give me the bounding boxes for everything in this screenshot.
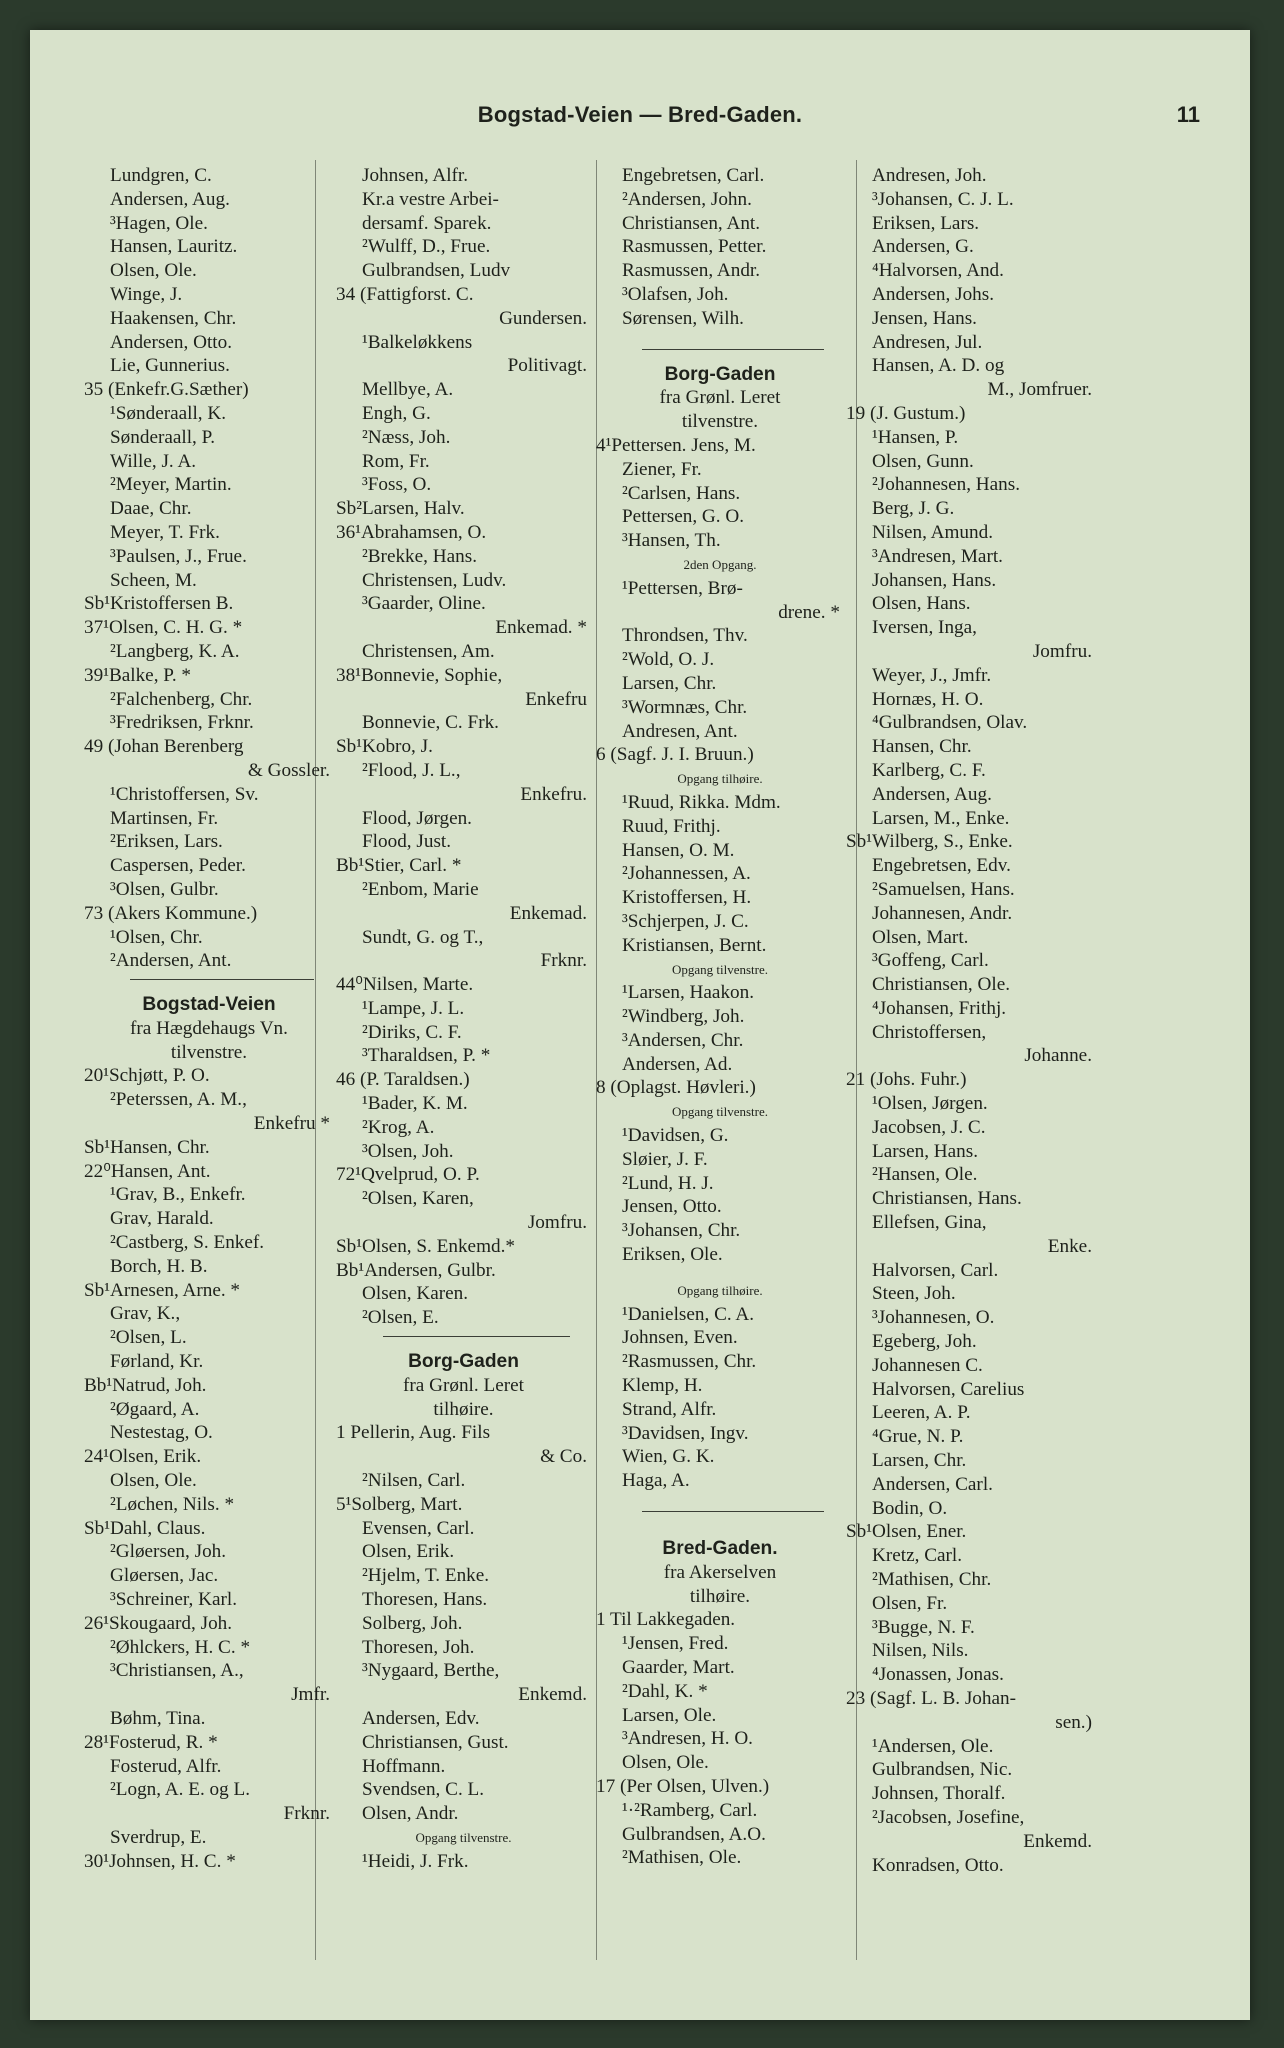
entry-line: ¹·²Ramberg, Carl. xyxy=(622,1799,758,1821)
address-line: 1 Pellerin, Aug. Fils xyxy=(336,1422,491,1444)
entry-line: Andersen, Ad. xyxy=(622,1053,733,1075)
entry-line: Andersen, Carl. xyxy=(872,1473,993,1495)
entrance-note: Opgang tilhøire. xyxy=(677,1282,763,1298)
street-subheading: fra Akerselven xyxy=(663,1561,777,1583)
entry-line: Thoresen, Hans. xyxy=(362,1589,488,1611)
address-line: 21 (Johs. Fuhr.) xyxy=(846,1069,967,1091)
entry-line: Johannesen C. xyxy=(872,1354,983,1376)
entry-line: Sørensen, Wilh. xyxy=(622,307,744,329)
entry-line: ²Langberg, K. A. xyxy=(110,640,240,662)
address-line: 5¹Solberg, Mart. xyxy=(336,1493,463,1515)
entry-line: Lie, Gunnerius. xyxy=(110,355,230,377)
column-1 xyxy=(84,164,334,1874)
spacer xyxy=(596,1267,844,1279)
street-heading: Bogstad-Veien xyxy=(142,994,276,1016)
address-line: 1 Til Lakkegaden. xyxy=(596,1609,736,1631)
entry-line: ¹Christoffersen, Sv. xyxy=(110,783,259,805)
entry-line: Strand, Alfr. xyxy=(622,1398,717,1420)
entry-line: Jacobsen, J. C. xyxy=(872,1116,986,1138)
entry-line: Egeberg, Joh. xyxy=(872,1331,977,1353)
entry-line: Christensen, Am. xyxy=(362,640,495,662)
entry-line: ²Eriksen, Lars. xyxy=(110,831,223,853)
entry-line: Eriksen, Lars. xyxy=(872,212,980,234)
entry-line: Weyer, J., Jmfr. xyxy=(872,664,992,686)
street-subheading: tilvenstre. xyxy=(170,1041,248,1063)
entry-line: ²Wulff, D., Frue. xyxy=(362,236,491,258)
entry-line: ¹Davidsen, G. xyxy=(622,1125,729,1147)
entry-line: Christiansen, Ant. xyxy=(622,212,761,234)
entry-line: ²Dahl, K. * xyxy=(622,1680,708,1702)
entry-line: Borch, H. B. xyxy=(110,1255,208,1277)
entrance-note: Opgang tilvenstre. xyxy=(671,961,769,977)
entry-line: Olsen, Fr. xyxy=(872,1592,948,1614)
address-line: 38¹Bonnevie, Sophie, xyxy=(336,664,503,686)
entry-line: ²Brekke, Hans. xyxy=(362,545,477,567)
entry-line: Karlberg, C. F. xyxy=(872,759,986,781)
page-header xyxy=(30,102,1250,142)
entry-line: ²Mathisen, Ole. xyxy=(622,1847,742,1869)
entry-line: Larsen, Ole. xyxy=(622,1704,717,1726)
entry-line: ²Samuelsen, Hans. xyxy=(872,878,1015,900)
page-title: Bogstad-Veien — Bred-Gaden. xyxy=(477,102,803,127)
entry-line: Hoffmann. xyxy=(362,1755,446,1777)
entry-line: Gaarder, Mart. xyxy=(622,1657,735,1679)
entry-line: ⁴Gulbrandsen, Olav. xyxy=(872,712,1028,734)
entry-line: ²Lund, H. J. xyxy=(622,1172,714,1194)
entry-line: ¹Grav, B., Enkefr. xyxy=(110,1184,246,1206)
continuation-line: Politivagt. xyxy=(507,355,587,377)
entry-line: Martinsen, Fr. xyxy=(110,807,219,829)
address-line: 19 (J. Gustum.) xyxy=(846,402,966,424)
address-line: Sb¹Arnesen, Arne. * xyxy=(84,1279,241,1301)
entry-line: Johnsen, Thoralf. xyxy=(872,1783,1006,1805)
entry-line: Andersen, Otto. xyxy=(110,331,233,353)
entry-line: Nilsen, Amund. xyxy=(872,521,993,543)
entry-line: ²Øhlckers, H. C. * xyxy=(110,1636,251,1658)
entry-line: Larsen, Hans. xyxy=(872,1140,979,1162)
entry-line: Flood, Just. xyxy=(362,831,452,853)
entry-line: Caspersen, Peder. xyxy=(110,855,246,877)
entry-line: Nestestag, O. xyxy=(110,1422,213,1444)
section-rule xyxy=(596,349,844,363)
entry-line: Berg, J. G. xyxy=(872,498,955,520)
entry-line: ²Rasmussen, Chr. xyxy=(622,1351,757,1373)
address-line: 49 (Johan Berenberg xyxy=(84,736,244,758)
street-subheading: fra Grønl. Leret xyxy=(659,387,781,409)
address-line: 30¹Johnsen, H. C. * xyxy=(84,1850,236,1872)
entry-line: ²Jacobsen, Josefine, xyxy=(872,1806,1025,1828)
entry-line: ³Hagen, Ole. xyxy=(110,212,208,234)
entry-line: Andresen, Joh. xyxy=(872,165,987,186)
address-line: 39¹Balke, P. * xyxy=(84,664,192,686)
entry-line: ³Olsen, Joh. xyxy=(362,1140,454,1162)
entry-line: Christoffersen, xyxy=(872,1021,987,1043)
entry-line: ³Olsen, Gulbr. xyxy=(110,878,219,900)
entry-line: Sønderaall, P. xyxy=(110,426,215,448)
continuation-line: Enkefru. xyxy=(520,783,587,805)
entry-line: dersamf. Sparek. xyxy=(362,212,492,234)
entry-line: Daae, Chr. xyxy=(110,498,192,520)
entry-line: Klemp, H. xyxy=(622,1375,703,1397)
address-line: 24¹Olsen, Erik. xyxy=(84,1446,202,1468)
entry-line: Christensen, Ludv. xyxy=(362,569,507,591)
entry-line: ⁴Jonassen, Jonas. xyxy=(872,1664,1004,1686)
entry-line: ¹Balkeløkkens xyxy=(362,331,473,353)
entry-line: Rasmussen, Andr. xyxy=(622,260,761,282)
entry-line: ²Hjelm, T. Enke. xyxy=(362,1565,490,1587)
entry-line: ³Goffeng, Carl. xyxy=(872,950,989,972)
entry-line: Gløersen, Jac. xyxy=(110,1565,219,1587)
continuation-line: Enkemad. xyxy=(509,902,587,924)
entry-line: Bonnevie, C. Frk. xyxy=(362,712,499,734)
entry-line: Konradsen, Otto. xyxy=(872,1854,1004,1876)
continuation-line: Enkefru * xyxy=(253,1113,330,1135)
entry-line: ¹Bader, K. M. xyxy=(362,1093,468,1115)
directory-page xyxy=(30,30,1250,2020)
continuation-line: Enkemd. xyxy=(1023,1830,1092,1852)
entry-line: Olsen, Ole. xyxy=(110,1470,197,1492)
entry-line: Kristoffersen, H. xyxy=(622,887,752,909)
address-line: Sb¹Olsen, S. Enkemd.* xyxy=(336,1235,515,1257)
entry-line: ³Paulsen, J., Frue. xyxy=(110,545,247,567)
address-line: 28¹Fosterud, R. * xyxy=(84,1731,218,1753)
entry-line: Evensen, Carl. xyxy=(362,1517,475,1539)
street-heading: Borg-Gaden xyxy=(408,1351,519,1373)
entry-line: ³Andresen, H. O. xyxy=(622,1728,753,1750)
entry-line: ³Schreiner, Karl. xyxy=(110,1589,237,1611)
address-line: 37¹Olsen, C. H. G. * xyxy=(84,617,243,639)
address-line: 4¹Pettersen. Jens, M. xyxy=(596,434,756,456)
entry-line: ⁴Halvorsen, And. xyxy=(872,260,1004,282)
entry-line: Christiansen, Hans. xyxy=(872,1188,1022,1210)
continuation-line: Enkemd. xyxy=(518,1684,587,1706)
entry-line: Leeren, A. P. xyxy=(872,1402,971,1424)
entry-line: ²Flood, J. L., xyxy=(362,759,461,781)
entry-line: Fosterud, Alfr. xyxy=(110,1755,222,1777)
entry-line: Haakensen, Chr. xyxy=(110,307,237,329)
entry-line: ³Davidsen, Ingv. xyxy=(622,1422,749,1444)
entry-line: ³Johansen, C. J. L. xyxy=(872,188,1014,210)
entry-line: Haga, A. xyxy=(622,1470,690,1492)
entry-line: Engebretsen, Carl. xyxy=(622,165,765,186)
street-subheading: fra Hægdehaugs Vn. xyxy=(130,1017,288,1039)
entry-line: ³Tharaldsen, P. * xyxy=(362,1045,491,1067)
entry-line: Flood, Jørgen. xyxy=(362,807,472,829)
entry-line: Bøhm, Tina. xyxy=(110,1708,206,1729)
continuation-line: drene. * xyxy=(778,601,840,623)
entry-line: Scheen, M. xyxy=(110,569,197,591)
entrance-note: 2den Opgang. xyxy=(683,556,757,572)
entry-line: ²Næss, Joh. xyxy=(362,426,451,448)
entry-line: Johnsen, Even. xyxy=(622,1327,738,1349)
address-line: 34 (Fattigforst. C. xyxy=(336,283,474,305)
entry-line: Sundt, G. og T., xyxy=(362,926,484,948)
column-2 xyxy=(336,164,591,1874)
continuation-line: Frknr. xyxy=(283,1803,330,1825)
entry-line: ²Johannesen, Hans. xyxy=(872,474,1021,496)
address-line: 73 (Akers Kommune.) xyxy=(84,902,258,924)
entry-line: ²Johannessen, A. xyxy=(622,863,751,885)
continuation-line: Enke. xyxy=(1047,1235,1092,1257)
street-heading: Borg-Gaden xyxy=(664,363,776,385)
entry-line: Kristiansen, Bernt. xyxy=(622,934,767,956)
entry-line: ¹Danielsen, C. A. xyxy=(622,1303,755,1325)
entry-line: Ellefsen, Gina, xyxy=(872,1212,987,1234)
street-subheading: tilvenstre. xyxy=(681,411,759,433)
entry-line: ²Castberg, S. Enkef. xyxy=(110,1232,265,1254)
address-line: Sb²Larsen, Halv. xyxy=(336,498,465,520)
entry-line: Mellbye, A. xyxy=(362,379,454,401)
entry-line: Larsen, M., Enke. xyxy=(872,807,1010,829)
entry-line: ²Krog, A. xyxy=(362,1116,435,1138)
address-line: Bb¹Stier, Carl. * xyxy=(336,855,462,877)
entry-line: ³Christiansen, A., xyxy=(110,1660,244,1682)
entry-line: Andersen, Edv. xyxy=(362,1708,480,1729)
entry-line: ²Peterssen, A. M., xyxy=(110,1089,247,1111)
entry-line: Hornæs, H. O. xyxy=(872,688,984,710)
entry-line: ¹Heidi, J. Frk. xyxy=(362,1850,469,1872)
entry-line: ¹Larsen, Haakon. xyxy=(622,982,755,1004)
entry-line: Gulbrandsen, Ludv xyxy=(362,260,511,282)
entry-line: Hansen, O. M. xyxy=(622,839,735,861)
entry-line: ²Wold, O. J. xyxy=(622,649,715,671)
entry-line: Grav, K., xyxy=(110,1303,181,1325)
column-4 xyxy=(846,164,1096,1877)
entry-line: Olsen, Gunn. xyxy=(872,450,974,472)
continuation-line: & Co. xyxy=(540,1446,587,1468)
entry-line: Andersen, Aug. xyxy=(872,783,992,805)
address-line: 46 (P. Taraldsen.) xyxy=(336,1069,470,1091)
entry-line: Halvorsen, Carelius xyxy=(872,1378,1025,1400)
entry-line: ³Wormnæs, Chr. xyxy=(622,696,748,718)
entry-line: ²Øgaard, A. xyxy=(110,1398,200,1420)
entry-line: ³Andresen, Mart. xyxy=(872,545,1003,567)
entry-line: Wille, J. A. xyxy=(110,450,197,472)
address-line: 44⁰Nilsen, Marte. xyxy=(336,974,474,996)
continuation-line: & Gossler. xyxy=(247,759,330,781)
entry-line: Ziener, Fr. xyxy=(622,458,702,480)
page-number: 11 xyxy=(1176,102,1200,127)
entry-line: Andersen, Aug. xyxy=(110,188,230,210)
entry-line: ¹Sønderaall, K. xyxy=(110,402,227,424)
entry-line: Olsen, Hans. xyxy=(872,593,971,615)
entry-line: ³Johannesen, O. xyxy=(872,1307,995,1329)
entry-line: Wien, G. K. xyxy=(622,1446,715,1468)
address-line: 17 (Per Olsen, Ulven.) xyxy=(596,1776,770,1797)
entry-line: ²Andersen, John. xyxy=(622,188,752,210)
address-line: Sb¹Kristoffersen B. xyxy=(84,593,234,615)
entry-line: ²Falchenberg, Chr. xyxy=(110,688,253,710)
entry-line: Kretz, Carl. xyxy=(872,1545,963,1567)
continuation-line: Gundersen. xyxy=(499,307,587,329)
entry-line: Olsen, Ole. xyxy=(110,260,197,282)
entry-line: ³Nygaard, Berthe, xyxy=(362,1660,500,1682)
spacer xyxy=(596,331,844,343)
entry-line: Engebretsen, Edv. xyxy=(872,855,1011,877)
entry-line: Førland, Kr. xyxy=(110,1351,204,1373)
entry-line: ²Løchen, Nils. * xyxy=(110,1493,235,1515)
entry-line: Johnsen, Alfr. xyxy=(362,165,469,186)
street-subheading: tilhøire. xyxy=(689,1585,751,1607)
entry-line: ³Schjerpen, J. C. xyxy=(622,910,749,932)
address-line: 36¹Abrahamsen, O. xyxy=(336,521,487,543)
entry-line: Andresen, Ant. xyxy=(622,720,738,742)
address-line: 72¹Qvelprud, O. P. xyxy=(336,1164,480,1186)
entry-line: ²Meyer, Martin. xyxy=(110,474,232,496)
entry-line: ²Enbom, Marie xyxy=(362,878,479,900)
entry-line: Johannesen, Andr. xyxy=(872,902,1013,924)
entry-line: Nilsen, Nils. xyxy=(872,1640,969,1662)
entrance-note: Opgang tilhøire. xyxy=(677,771,763,787)
continuation-line: Jomfru. xyxy=(527,1212,587,1234)
entry-line: Jensen, Otto. xyxy=(622,1196,722,1218)
spacer xyxy=(596,1493,844,1505)
entry-line: Thoresen, Joh. xyxy=(362,1636,475,1658)
entry-line: Kr.a vestre Arbei- xyxy=(362,188,499,210)
entry-line: Johansen, Hans. xyxy=(872,569,997,591)
entry-line: ³Hansen, Th. xyxy=(622,530,721,552)
entry-line: Grav, Harald. xyxy=(110,1208,214,1230)
street-subheading: tilhøire. xyxy=(433,1398,494,1420)
spacer xyxy=(596,1525,844,1537)
continuation-line: Johanne. xyxy=(1024,1045,1092,1067)
entry-line: ²Olsen, Karen, xyxy=(362,1188,474,1210)
entrance-note: Opgang tilvenstre. xyxy=(671,1104,769,1120)
entry-line: ³Gaarder, Oline. xyxy=(362,593,486,615)
entry-line: Steen, Joh. xyxy=(872,1283,956,1305)
entry-line: ¹Lampe, J. L. xyxy=(362,997,465,1019)
entry-line: Olsen, Karen. xyxy=(362,1283,469,1305)
entry-line: ¹Hansen, P. xyxy=(872,426,959,448)
entry-line: Christiansen, Ole. xyxy=(872,974,1011,996)
continuation-line: Jmfr. xyxy=(291,1684,330,1706)
entry-line: Rasmussen, Petter. xyxy=(622,236,767,258)
entry-line: ¹Olsen, Chr. xyxy=(110,926,203,948)
entry-line: Gulbrandsen, A.O. xyxy=(622,1823,766,1845)
address-line: 35 (Enkefr.G.Sæther) xyxy=(84,379,249,401)
entry-line: ²Carlsen, Hans. xyxy=(622,482,741,504)
entry-line: ²Olsen, E. xyxy=(362,1307,439,1329)
address-line: 8 (Oplagst. Høvleri.) xyxy=(596,1077,756,1099)
address-line: 22⁰Hansen, Ant. xyxy=(84,1160,211,1182)
entry-line: Olsen, Erik. xyxy=(362,1541,455,1563)
entry-line: Engh, G. xyxy=(362,402,431,424)
address-line: Sb¹Wilberg, S., Enke. xyxy=(846,831,1013,853)
entry-line: ²Olsen, L. xyxy=(110,1327,187,1349)
continuation-line: Enkemad. * xyxy=(495,617,587,639)
entry-line: Hansen, Chr. xyxy=(872,736,972,758)
continuation-line: Enkefru xyxy=(525,688,587,710)
entry-line: Andersen, G. xyxy=(872,236,974,258)
address-line: Bb¹Natrud, Joh. xyxy=(84,1374,207,1396)
entry-line: ²Gløersen, Joh. xyxy=(110,1541,227,1563)
entry-line: ¹Olsen, Jørgen. xyxy=(872,1093,988,1115)
section-rule xyxy=(84,979,334,993)
entry-line: ¹Ruud, Rikka. Mdm. xyxy=(622,791,781,813)
entry-line: ¹Pettersen, Brø- xyxy=(622,577,743,599)
entry-line: Bodin, O. xyxy=(872,1497,948,1519)
entrance-note: Opgang tilvenstre. xyxy=(415,1829,512,1845)
entry-line: ²Diriks, C. F. xyxy=(362,1021,462,1043)
entry-line: Larsen, Chr. xyxy=(622,672,717,694)
entry-line: Olsen, Ole. xyxy=(622,1752,709,1774)
entry-line: ²Logn, A. E. og L. xyxy=(110,1779,251,1801)
address-line: Sb¹Kobro, J. xyxy=(336,736,433,758)
entry-line: Olsen, Mart. xyxy=(872,926,969,948)
entry-line: ¹Jensen, Fred. xyxy=(622,1633,729,1655)
entry-line: Lundgren, C. xyxy=(110,165,212,186)
section-rule xyxy=(596,1511,844,1525)
entry-line: Iversen, Inga, xyxy=(872,617,977,639)
entry-line: ²Nilsen, Carl. xyxy=(362,1470,466,1492)
entry-line: ²Andersen, Ant. xyxy=(110,950,232,972)
entry-line: Hansen, Lauritz. xyxy=(110,236,238,258)
entry-line: Andresen, Jul. xyxy=(872,331,983,353)
entry-line: Winge, J. xyxy=(110,283,183,305)
entry-line: Olsen, Andr. xyxy=(362,1803,459,1825)
column-3 xyxy=(596,164,844,1870)
address-line: Sb¹Hansen, Chr. xyxy=(84,1136,210,1158)
entry-line: ⁴Johansen, Frithj. xyxy=(872,997,1007,1019)
address-line: 26¹Skougaard, Joh. xyxy=(84,1612,233,1634)
continuation-line: Jomfru. xyxy=(1032,640,1092,662)
entry-line: Svendsen, C. L. xyxy=(362,1779,485,1801)
entry-line: Christiansen, Gust. xyxy=(362,1731,509,1753)
entry-line: ³Andersen, Chr. xyxy=(622,1029,744,1051)
entry-line: Gulbrandsen, Nic. xyxy=(872,1759,1013,1781)
address-line: 23 (Sagf. L. B. Johan- xyxy=(846,1688,1016,1709)
entry-line: Solberg, Joh. xyxy=(362,1612,463,1634)
address-line: Sb¹Dahl, Claus. xyxy=(84,1517,206,1539)
entry-line: Halvorsen, Carl. xyxy=(872,1259,999,1281)
entry-line: ³Olafsen, Joh. xyxy=(622,283,729,305)
entry-line: Eriksen, Ole. xyxy=(622,1244,723,1266)
continuation-line: M., Jomfruer. xyxy=(987,379,1092,401)
entry-line: ²Hansen, Ole. xyxy=(872,1164,978,1186)
entry-line: ³Bugge, N. F. xyxy=(872,1616,975,1638)
entry-line: Jensen, Hans. xyxy=(872,307,977,329)
street-subheading: fra Grønl. Leret xyxy=(403,1374,524,1396)
entry-line: Larsen, Chr. xyxy=(872,1450,967,1472)
entry-line: ¹Andersen, Ole. xyxy=(872,1735,994,1757)
entry-line: ⁴Grue, N. P. xyxy=(872,1426,964,1448)
address-line: Bb¹Andersen, Gulbr. xyxy=(336,1259,496,1281)
entry-line: Rom, Fr. xyxy=(362,450,430,472)
address-line: 6 (Sagf. J. I. Bruun.) xyxy=(596,744,754,766)
section-rule xyxy=(336,1336,591,1350)
entry-line: ³Johansen, Chr. xyxy=(622,1220,741,1242)
address-line: 20¹Schjøtt, P. O. xyxy=(84,1065,210,1087)
entry-line: ³Fredriksen, Frknr. xyxy=(110,712,254,734)
entry-line: Throndsen, Thv. xyxy=(622,625,748,647)
continuation-line: Frknr. xyxy=(540,950,587,972)
entry-line: Hansen, A. D. og xyxy=(872,355,1005,377)
entry-line: Sverdrup, E. xyxy=(110,1826,207,1848)
entry-line: ²Windberg, Joh. xyxy=(622,1006,745,1028)
street-heading: Bred-Gaden. xyxy=(662,1538,778,1560)
entry-line: Andersen, Johs. xyxy=(872,283,995,305)
entry-line: Ruud, Frithj. xyxy=(622,815,721,837)
address-line: Sb¹Olsen, Ener. xyxy=(846,1521,967,1543)
entry-line: Meyer, T. Frk. xyxy=(110,521,220,543)
entry-line: Pettersen, G. O. xyxy=(622,506,745,528)
entry-line: ²Mathisen, Chr. xyxy=(872,1569,992,1591)
entry-line: Sløier, J. F. xyxy=(622,1148,708,1170)
continuation-line: sen.) xyxy=(1055,1711,1092,1733)
entry-line: ³Foss, O. xyxy=(362,474,432,496)
